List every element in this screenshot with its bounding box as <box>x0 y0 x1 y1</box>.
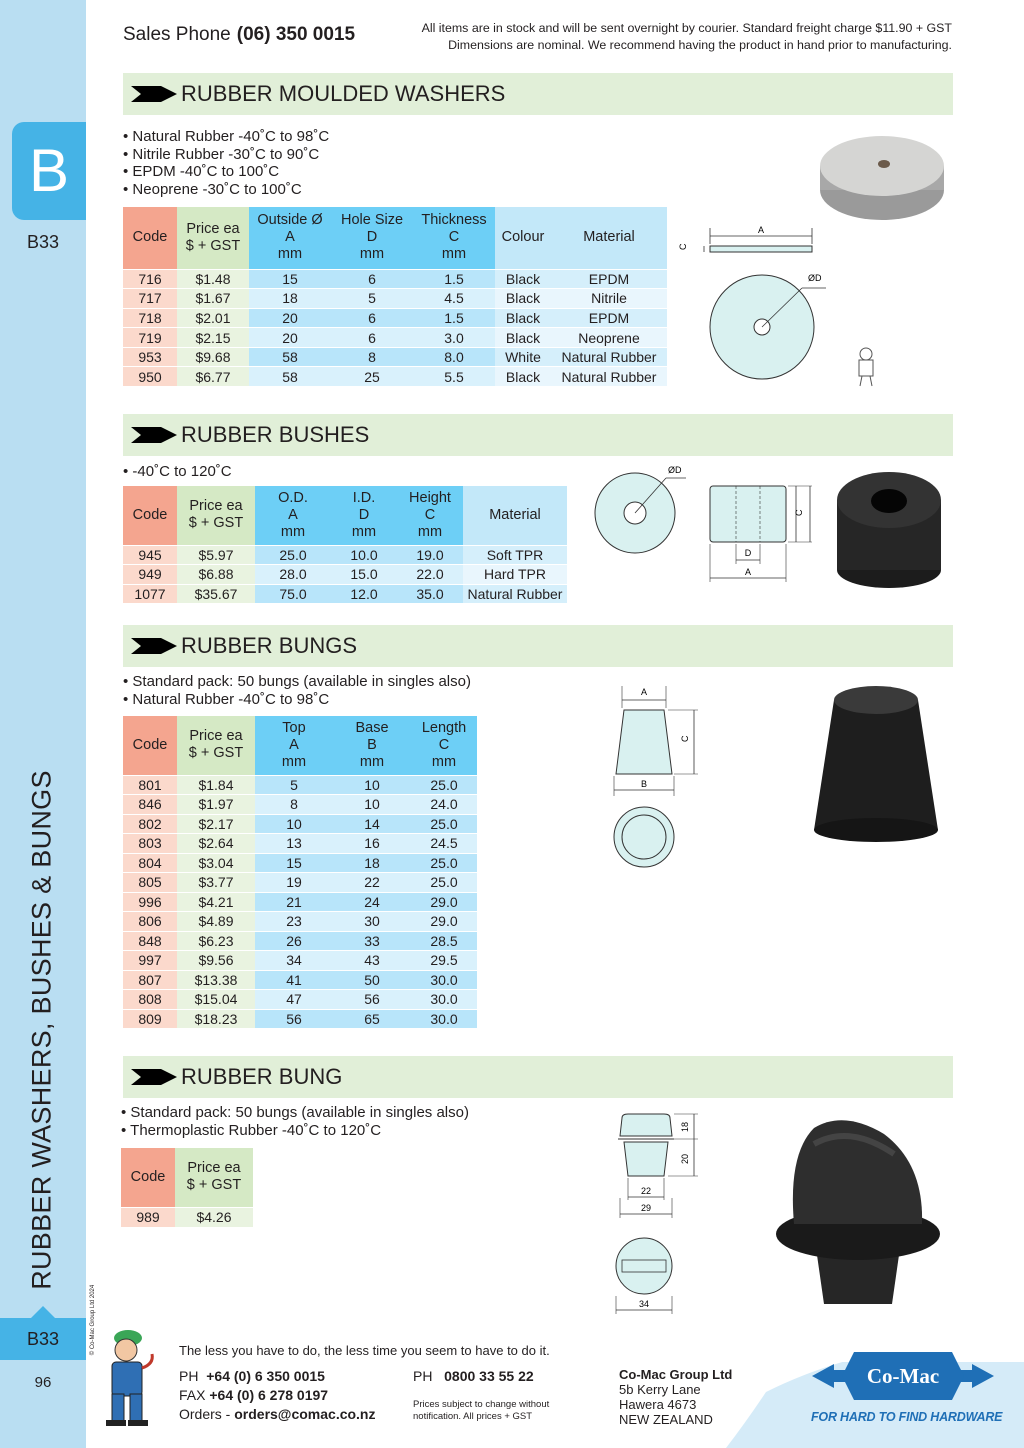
table-row <box>123 912 477 932</box>
cell-top: 15 <box>255 853 333 873</box>
bullet-item: • -40˚C to 120˚C <box>123 463 232 481</box>
orders-label: Orders - <box>179 1406 231 1422</box>
cell-price: $2.15 <box>177 328 249 348</box>
cell-id: 10.0 <box>331 545 397 565</box>
cell-length: 28.5 <box>411 931 477 951</box>
header-id: I.D. D mm <box>331 486 397 545</box>
address-line: NEW ZEALAND <box>619 1412 713 1427</box>
cell-length: 25.0 <box>411 873 477 893</box>
cell-base: 22 <box>333 873 411 893</box>
comac-logo[interactable] <box>812 1352 994 1400</box>
header-top: Top A mm <box>255 716 333 775</box>
cell-hole: 5 <box>331 289 413 309</box>
header-price: Price ea $ + GST <box>177 716 255 775</box>
bullet-item: • EPDM -40˚C to 100˚C <box>123 163 329 181</box>
cell-top: 10 <box>255 814 333 834</box>
section-header-bungs <box>123 625 953 667</box>
cell-top: 23 <box>255 912 333 932</box>
cell-material: EPDM <box>551 269 667 289</box>
washers-table <box>123 207 667 387</box>
copyright: © Co-Mac Group Ltd 2024 <box>90 1284 96 1356</box>
bung-bullets <box>121 1104 469 1139</box>
cell-material: EPDM <box>551 308 667 328</box>
cell-price: $3.77 <box>177 873 255 893</box>
cell-base: 24 <box>333 892 411 912</box>
table-row <box>123 584 567 604</box>
header-code: Code <box>123 486 177 545</box>
header-outside-diameter: Outside Ø A mm <box>249 207 331 269</box>
cell-hole: 6 <box>331 308 413 328</box>
cell-code: 809 <box>123 1009 177 1029</box>
cell-base: 16 <box>333 834 411 854</box>
notice-line-1: All items are in stock and will be sent overnight by courier. Standard freight charge $11.90 + GST <box>421 21 952 35</box>
cell-price: $2.17 <box>177 814 255 834</box>
cell-top: 47 <box>255 990 333 1010</box>
cell-base: 65 <box>333 1009 411 1029</box>
header-code: Code <box>123 207 177 269</box>
page-code-top: B33 <box>26 232 60 252</box>
cell-top: 41 <box>255 970 333 990</box>
table-row <box>123 328 667 348</box>
washers-bullets <box>123 128 329 198</box>
cell-price: $1.67 <box>177 289 249 309</box>
cell-hole: 8 <box>331 347 413 367</box>
cell-length: 29.0 <box>411 892 477 912</box>
bullet-item: • Standard pack: 50 bungs (available in singles also) <box>123 673 471 691</box>
cell-code: 717 <box>123 289 177 309</box>
dim-label-c: C <box>678 243 688 250</box>
dim-label-22: 22 <box>640 1186 652 1196</box>
section-letter-tab: B <box>12 122 86 220</box>
section-title: RUBBER BUNG <box>181 1064 343 1089</box>
cell-length: 25.0 <box>411 775 477 795</box>
cell-thickness: 4.5 <box>413 289 495 309</box>
cell-price: $2.01 <box>177 308 249 328</box>
cell-price: $4.21 <box>177 892 255 912</box>
cell-od: 15 <box>249 269 331 289</box>
cell-code: 718 <box>123 308 177 328</box>
page-number: 96 <box>34 1374 52 1391</box>
table-row <box>123 970 477 990</box>
bullet-item: • Nitrile Rubber -30˚C to 90˚C <box>123 146 329 164</box>
sales-label: Sales Phone <box>123 24 231 45</box>
header-length: Length C mm <box>411 716 477 775</box>
footer-contacts <box>179 1367 376 1424</box>
dim-label-a: A <box>640 687 648 697</box>
cell-top: 34 <box>255 951 333 971</box>
cell-top: 13 <box>255 834 333 854</box>
bullet-item: • Natural Rubber -40˚C to 98˚C <box>123 128 329 146</box>
table-row <box>123 565 567 585</box>
dim-label-b: B <box>640 779 648 789</box>
dim-label-a: A <box>757 225 765 235</box>
table-row <box>123 951 477 971</box>
section-title: RUBBER MOULDED WASHERS <box>181 81 506 106</box>
cell-code: 808 <box>123 990 177 1010</box>
footer-slogan: The less you have to do, the less time you seem to have to do it. <box>179 1343 550 1358</box>
cell-length: 24.0 <box>411 795 477 815</box>
cell-price: $2.64 <box>177 834 255 854</box>
cell-code: 997 <box>123 951 177 971</box>
cell-code: 945 <box>123 545 177 565</box>
notice-line-2: Dimensions are nominal. We recommend having the product in hand prior to manufacturing. <box>448 38 952 52</box>
cell-od: 58 <box>249 367 331 387</box>
page-code-bottom: B33 <box>0 1318 86 1360</box>
dim-label-d: D <box>744 548 752 558</box>
cell-thickness: 8.0 <box>413 347 495 367</box>
cell-hole: 25 <box>331 367 413 387</box>
cell-od: 58 <box>249 347 331 367</box>
section-title: RUBBER BUSHES <box>181 422 370 447</box>
cell-code: 950 <box>123 367 177 387</box>
cell-length: 29.0 <box>411 912 477 932</box>
bung-table <box>121 1148 253 1228</box>
cell-thickness: 5.5 <box>413 367 495 387</box>
cell-thickness: 1.5 <box>413 308 495 328</box>
bung-dimension-diagram <box>606 682 706 870</box>
cell-material: Natural Rubber <box>551 347 667 367</box>
cell-price: $1.48 <box>177 269 249 289</box>
cell-code: 805 <box>123 873 177 893</box>
section-title: RUBBER BUNGS <box>181 633 358 658</box>
section-header-washers <box>123 73 953 115</box>
cell-price: $5.97 <box>177 545 255 565</box>
cell-length: 25.0 <box>411 814 477 834</box>
cell-base: 43 <box>333 951 411 971</box>
cell-material: Soft TPR <box>463 545 567 565</box>
table-row <box>123 1009 477 1029</box>
cell-colour: Black <box>495 308 551 328</box>
cell-material: Natural Rubber <box>463 584 567 604</box>
cell-length: 30.0 <box>411 990 477 1010</box>
cell-base: 50 <box>333 970 411 990</box>
bushes-bullets <box>123 463 232 481</box>
bushes-table <box>123 486 567 604</box>
cell-base: 56 <box>333 990 411 1010</box>
section-header-bung <box>123 1056 953 1098</box>
fax-number: +64 (0) 6 278 0197 <box>209 1387 329 1403</box>
cell-price: $6.77 <box>177 367 249 387</box>
header-code: Code <box>123 716 177 775</box>
vertical-section-title: RUBBER WASHERS, BUSHES & BUNGS <box>26 770 57 1290</box>
cell-price: $6.88 <box>177 565 255 585</box>
cell-height: 35.0 <box>397 584 463 604</box>
footer-freephone <box>413 1367 534 1386</box>
table-row <box>123 931 477 951</box>
cell-length: 24.5 <box>411 834 477 854</box>
table-row <box>123 990 477 1010</box>
washer-photo <box>818 128 946 224</box>
header-material: Material <box>551 207 667 269</box>
cell-code: 989 <box>121 1207 175 1227</box>
cell-code: 801 <box>123 775 177 795</box>
bung-989-dimension-diagram <box>608 1110 708 1316</box>
arrow-icon <box>131 638 177 654</box>
cell-colour: Black <box>495 328 551 348</box>
cell-price: $4.26 <box>175 1207 253 1227</box>
table-row <box>123 367 667 387</box>
cell-price: $1.97 <box>177 795 255 815</box>
note-line-1: Prices subject to change without <box>413 1399 550 1410</box>
cell-length: 29.5 <box>411 951 477 971</box>
header-price: Price ea $ + GST <box>177 207 249 269</box>
header-thickness: Thickness C mm <box>413 207 495 269</box>
table-row <box>123 795 477 815</box>
cell-base: 30 <box>333 912 411 932</box>
bush-photo <box>836 470 942 590</box>
cell-price: $6.23 <box>177 931 255 951</box>
header-height: Height C mm <box>397 486 463 545</box>
cell-colour: Black <box>495 269 551 289</box>
cell-id: 15.0 <box>331 565 397 585</box>
cell-code: 804 <box>123 853 177 873</box>
cell-code: 1077 <box>123 584 177 604</box>
cell-material: Neoprene <box>551 328 667 348</box>
cell-height: 22.0 <box>397 565 463 585</box>
cell-price: $3.04 <box>177 853 255 873</box>
cell-top: 26 <box>255 931 333 951</box>
cell-od: 75.0 <box>255 584 331 604</box>
cell-code: 807 <box>123 970 177 990</box>
note-line-2: notification. All prices + GST <box>413 1411 533 1422</box>
dim-label-od: ØD <box>668 465 682 475</box>
cell-base: 18 <box>333 853 411 873</box>
table-row <box>123 775 477 795</box>
cell-material: Natural Rubber <box>551 367 667 387</box>
phone-number[interactable]: +64 (0) 6 350 0015 <box>206 1368 325 1384</box>
cell-price: $9.56 <box>177 951 255 971</box>
cell-top: 21 <box>255 892 333 912</box>
cell-od: 28.0 <box>255 565 331 585</box>
cell-length: 25.0 <box>411 853 477 873</box>
table-row <box>123 873 477 893</box>
sales-phone <box>123 24 355 46</box>
bullet-item: • Standard pack: 50 bungs (available in singles also) <box>121 1104 469 1122</box>
cell-od: 25.0 <box>255 545 331 565</box>
bung-989-photo <box>774 1114 942 1310</box>
cell-hole: 6 <box>331 328 413 348</box>
cell-length: 30.0 <box>411 970 477 990</box>
washer-dimension-diagram <box>672 218 842 388</box>
logo-text: Co-Mac <box>866 1364 940 1388</box>
cell-code: 803 <box>123 834 177 854</box>
freephone-number[interactable]: 0800 33 55 22 <box>444 1368 534 1384</box>
header-base: Base B mm <box>333 716 411 775</box>
cell-top: 56 <box>255 1009 333 1029</box>
cell-base: 10 <box>333 795 411 815</box>
mascot-icon <box>92 1324 160 1428</box>
cell-hole: 6 <box>331 269 413 289</box>
arrow-icon <box>131 1069 177 1085</box>
cell-price: $9.68 <box>177 347 249 367</box>
header-code: Code <box>121 1148 175 1207</box>
dim-label-20: 20 <box>680 1153 690 1164</box>
bungs-table <box>123 716 477 1029</box>
mascot-small-icon <box>852 346 880 388</box>
cell-od: 20 <box>249 328 331 348</box>
header-price: Price ea $ + GST <box>175 1148 253 1207</box>
table-row <box>123 814 477 834</box>
bullet-item: • Natural Rubber -40˚C to 98˚C <box>123 691 471 709</box>
dim-label-a: A <box>744 567 752 577</box>
cell-colour: White <box>495 347 551 367</box>
cell-price: $35.67 <box>177 584 255 604</box>
arrow-icon <box>131 86 177 102</box>
cell-colour: Black <box>495 289 551 309</box>
cell-thickness: 3.0 <box>413 328 495 348</box>
table-row <box>123 853 477 873</box>
arrow-icon <box>131 427 177 443</box>
table-row <box>123 347 667 367</box>
price-note <box>413 1399 549 1423</box>
cell-height: 19.0 <box>397 545 463 565</box>
cell-material: Nitrile <box>551 289 667 309</box>
cell-base: 33 <box>333 931 411 951</box>
sales-phone-number[interactable]: (06) 350 0015 <box>236 24 356 45</box>
address-line: Hawera 4673 <box>619 1397 697 1412</box>
cell-base: 10 <box>333 775 411 795</box>
ph2-label: PH <box>413 1368 433 1384</box>
table-row <box>123 545 567 565</box>
cell-top: 19 <box>255 873 333 893</box>
ph-label: PH <box>179 1368 199 1384</box>
table-row <box>123 289 667 309</box>
cell-base: 14 <box>333 814 411 834</box>
header-od: O.D. A mm <box>255 486 331 545</box>
cell-code: 848 <box>123 931 177 951</box>
dim-label-c: C <box>794 509 804 516</box>
cell-length: 30.0 <box>411 1009 477 1029</box>
cell-price: $13.38 <box>177 970 255 990</box>
header-price: Price ea $ + GST <box>177 486 255 545</box>
table-row <box>123 269 667 289</box>
dim-label-d: ØD <box>808 273 822 283</box>
section-header-bushes <box>123 414 953 456</box>
cell-id: 12.0 <box>331 584 397 604</box>
cell-code: 953 <box>123 347 177 367</box>
stock-notice <box>422 20 952 54</box>
cell-code: 996 <box>123 892 177 912</box>
cell-od: 18 <box>249 289 331 309</box>
cell-code: 802 <box>123 814 177 834</box>
dim-label-34: 34 <box>638 1299 650 1309</box>
cell-price: $15.04 <box>177 990 255 1010</box>
table-row <box>121 1207 253 1227</box>
fax-label: FAX <box>179 1387 206 1403</box>
bullet-item: • Neoprene -30˚C to 100˚C <box>123 181 329 199</box>
dim-label-18: 18 <box>680 1121 690 1132</box>
table-row <box>123 892 477 912</box>
header-material: Material <box>463 486 567 545</box>
address-line: 5b Kerry Lane <box>619 1382 701 1397</box>
cell-od: 20 <box>249 308 331 328</box>
cell-code: 846 <box>123 795 177 815</box>
cell-price: $18.23 <box>177 1009 255 1029</box>
company-address <box>619 1367 732 1427</box>
table-row <box>123 834 477 854</box>
dim-label-c: C <box>680 735 690 742</box>
cell-material: Hard TPR <box>463 565 567 585</box>
bullet-item: • Thermoplastic Rubber -40˚C to 120˚C <box>121 1122 469 1140</box>
header-colour: Colour <box>495 207 551 269</box>
cell-code: 716 <box>123 269 177 289</box>
cell-top: 8 <box>255 795 333 815</box>
cell-colour: Black <box>495 367 551 387</box>
table-row <box>123 308 667 328</box>
cell-top: 5 <box>255 775 333 795</box>
cell-thickness: 1.5 <box>413 269 495 289</box>
orders-email-link[interactable]: orders@comac.co.nz <box>234 1406 376 1422</box>
cell-code: 949 <box>123 565 177 585</box>
header-hole-size: Hole Size D mm <box>331 207 413 269</box>
dim-label-29: 29 <box>640 1203 652 1213</box>
cell-code: 806 <box>123 912 177 932</box>
logo-tagline: FOR HARD TO FIND HARDWARE <box>811 1410 1003 1424</box>
cell-price: $1.84 <box>177 775 255 795</box>
company-name: Co-Mac Group Ltd <box>619 1367 733 1382</box>
cell-price: $4.89 <box>177 912 255 932</box>
bung-photo <box>812 682 940 844</box>
cell-code: 719 <box>123 328 177 348</box>
bush-dimension-diagram <box>590 460 820 585</box>
bungs-bullets <box>123 673 471 708</box>
